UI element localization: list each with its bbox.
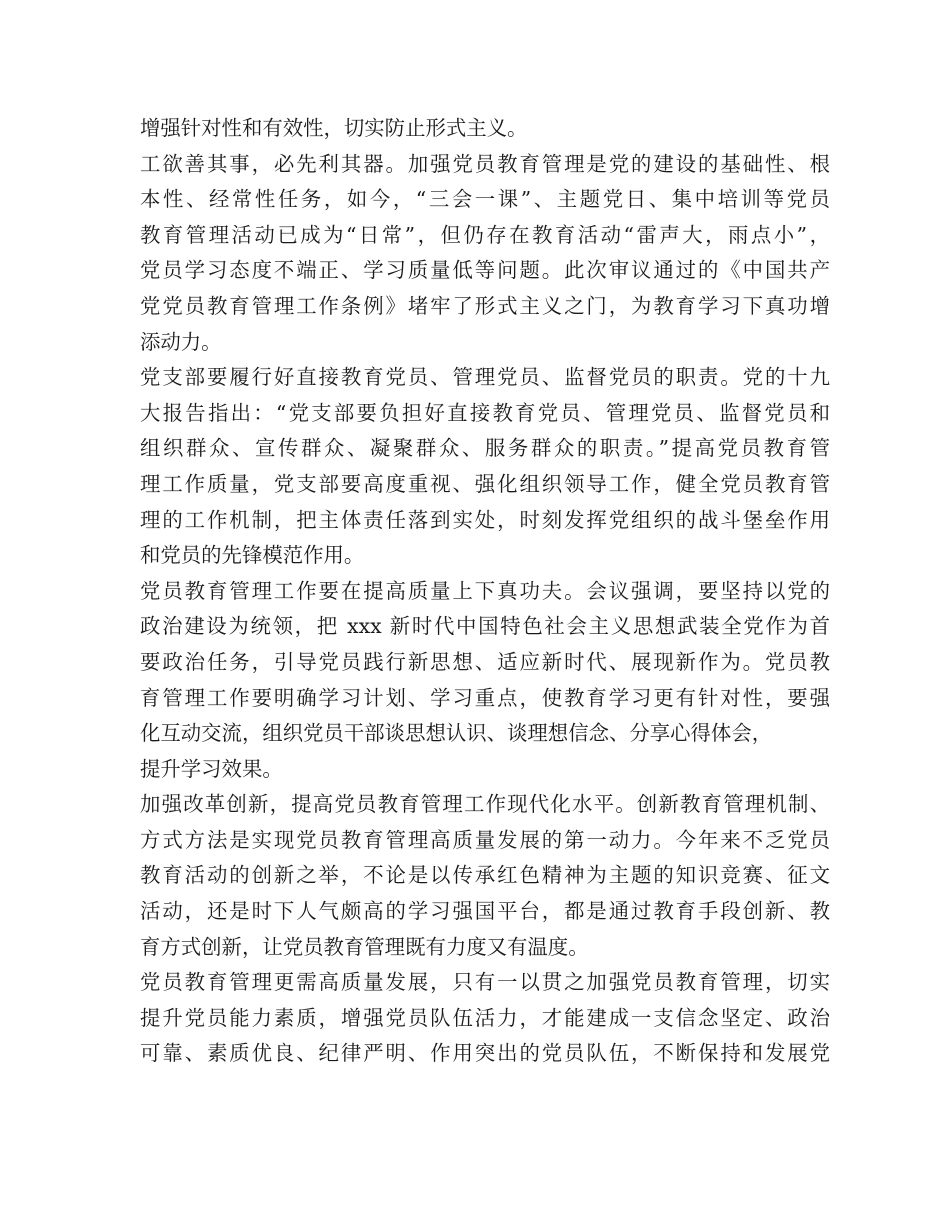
text-line: 政治建设为统领，把 xxx 新时代中国特色社会主义思想武装全党作为首	[140, 614, 830, 639]
text-line: 育管理工作要明确学习计划、学习重点，使教育学习更有针对性，要强	[140, 685, 830, 710]
text-line: 化互动交流，组织党员干部谈思想认识、谈理想信念、分享心得体会，	[140, 721, 773, 746]
text-line: 增强针对性和有效性，切实防止形式主义。	[140, 116, 528, 140]
text-line: 教育活动的创新之举，不论是以传承红色精神为主题的知识竞赛、征文	[140, 863, 830, 888]
text-line: 要政治任务，引导党员践行新思想、适应新时代、展现新作为。党员教	[140, 649, 830, 674]
text-line: 党党员教育管理工作条例》堵牢了形式主义之门，为教育学习下真功增	[140, 293, 830, 318]
text-line: 工欲善其事，必先利其器。加强党员教育管理是党的建设的基础性、根	[140, 151, 830, 176]
text-line: 党员学习态度不端正、学习质量低等问题。此次审议通过的《中国共产	[140, 258, 830, 283]
paragraph	[140, 574, 830, 788]
text-line: 添动力。	[140, 329, 222, 354]
text-line: 可靠、素质优良、纪律严明、作用突出的党员队伍，不断保持和发展党	[140, 1041, 830, 1066]
text-line: 提升学习效果。	[140, 756, 283, 781]
text-line: 大报告指出：“党支部要负担好直接教育党员、管理党员、监督党员和	[140, 400, 830, 425]
text-line: 方式方法是实现党员教育管理高质量发展的第一动力。今年来不乏党员	[140, 827, 830, 852]
text-line: 育方式创新，让党员教育管理既有力度又有温度。	[140, 934, 589, 959]
text-line: 本性、经常性任务，如今，“三会一课”、主题党日、集中培训等党员	[140, 187, 830, 212]
text-line: 教育管理活动已成为“日常”，但仍存在教育活动“雷声大，雨点小”，	[140, 222, 830, 247]
text-line: 提升党员能力素质，增强党员队伍活力，才能建成一支信念坚定、政治	[140, 1005, 830, 1030]
document-body	[140, 111, 830, 1072]
text-line: 党员教育管理工作要在提高质量上下真功夫。会议强调，要坚持以党的	[140, 578, 830, 603]
paragraph	[140, 147, 830, 361]
text-line: 和党员的先锋模范作用。	[140, 543, 365, 568]
paragraph	[140, 360, 830, 574]
text-line: 理的工作机制，把主体责任落到实处，时刻发挥党组织的战斗堡垒作用	[140, 507, 830, 532]
text-line: 加强改革创新，提高党员教育管理工作现代化水平。创新教育管理机制、	[140, 792, 830, 817]
text-line: 党员教育管理更需高质量发展，只有一以贯之加强党员教育管理，切实	[140, 970, 830, 995]
paragraph	[140, 787, 830, 965]
text-line: 组织群众、宣传群众、凝聚群众、服务群众的职责。”提高党员教育管	[140, 436, 830, 461]
paragraph	[140, 965, 830, 1072]
text-line: 党支部要履行好直接教育党员、管理党员、监督党员的职责。党的十九	[140, 365, 830, 390]
text-line: 活动，还是时下人气颇高的学习强国平台，都是通过教育手段创新、教	[140, 899, 830, 924]
paragraph	[140, 111, 830, 147]
text-line: 理工作质量，党支部要高度重视、强化组织领导工作，健全党员教育管	[140, 471, 830, 496]
